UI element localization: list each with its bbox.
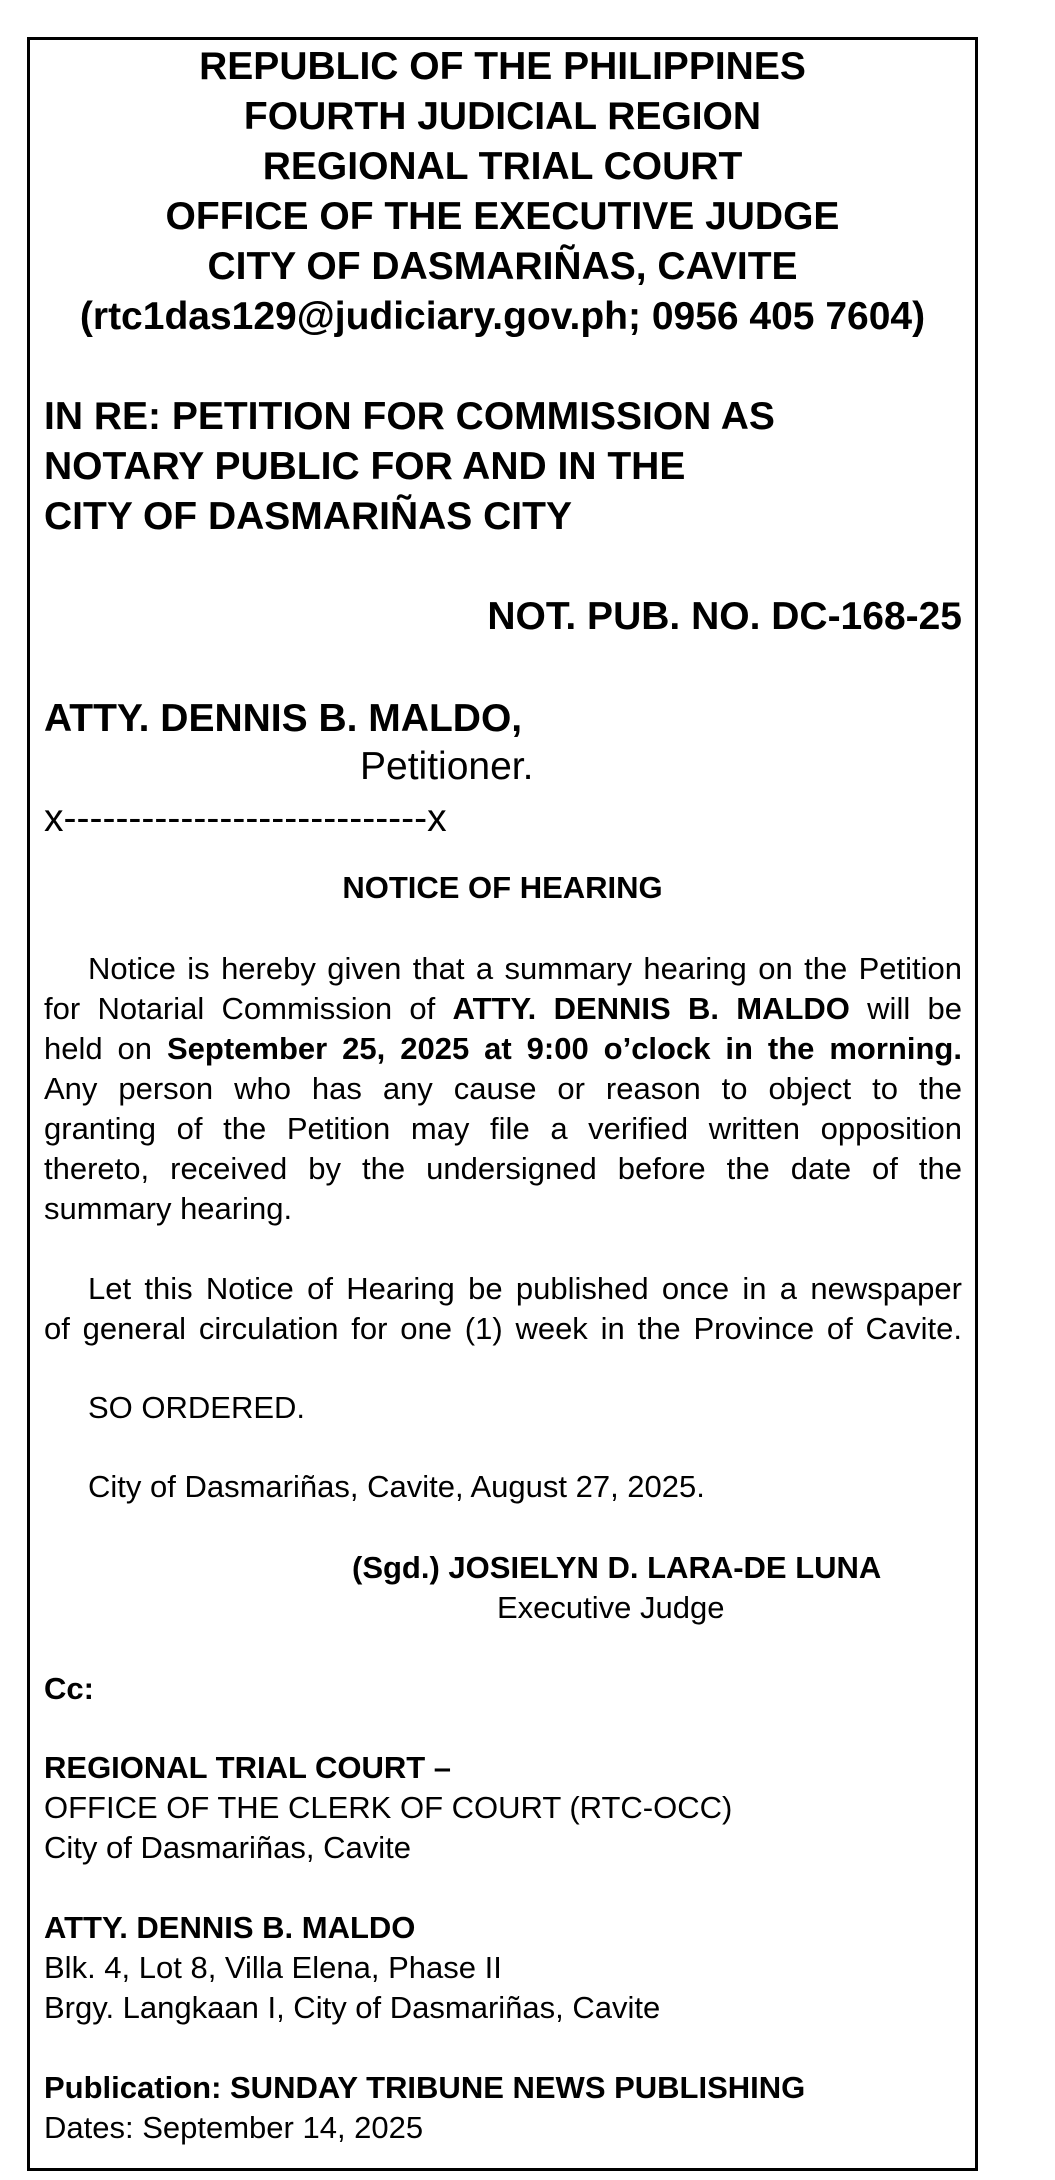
paragraph-line	[44, 989, 962, 1029]
recipient-address-line: Brgy. Langkaan I, City of Dasmariñas, Cavite	[44, 1990, 661, 2025]
petitioner-name-emphasis: ATTY. DENNIS B. MALDO	[452, 991, 850, 1026]
header-line-region: FOURTH JUDICIAL REGION	[243, 95, 762, 138]
cc-recipient	[44, 1908, 660, 2028]
publication-publisher: Publication: SUNDAY TRIBUNE NEWS PUBLISHING	[44, 2070, 806, 2105]
line-text: will be	[867, 991, 962, 1026]
case-title-line: NOTARY PUBLIC FOR AND IN THE	[44, 445, 686, 488]
header-line-republic: REPUBLIC OF THE PHILIPPINES	[199, 45, 806, 88]
line-text: held on	[44, 1031, 153, 1066]
paragraph-line: Any person who has any cause or reason to object to the	[44, 1071, 962, 1106]
paragraph-line: Notice is hereby given that a summary hearing on the Petition	[88, 951, 962, 986]
header-line-contact: (rtc1das129@judiciary.gov.ph; 0956 405 7604)	[79, 295, 926, 338]
caption-separator: x----------------------------x	[44, 797, 447, 840]
case-title	[44, 392, 775, 542]
place-and-date: City of Dasmariñas, Cavite, August 27, 2025.	[88, 1469, 705, 1504]
cc-recipient	[44, 1748, 732, 1868]
signatory-name: (Sgd.) JOSIELYN D. LARA-DE LUNA	[352, 1550, 882, 1585]
notice-heading: NOTICE OF HEARING	[342, 870, 663, 905]
paragraph-line	[44, 1029, 962, 1069]
paragraph-line: granting of the Petition may file a verified written opposition	[44, 1111, 962, 1146]
case-number: NOT. PUB. NO. DC-168-25	[487, 595, 962, 638]
recipient-name: ATTY. DENNIS B. MALDO	[44, 1910, 416, 1945]
line-text: for Notarial Commission of	[44, 991, 436, 1026]
header-line-court: REGIONAL TRIAL COURT	[262, 145, 743, 188]
publication-info	[44, 2068, 805, 2148]
case-title-line: CITY OF DASMARIÑAS CITY	[44, 495, 572, 538]
petitioner-name: ATTY. DENNIS B. MALDO,	[44, 697, 523, 740]
recipient-address-line: OFFICE OF THE CLERK OF COURT (RTC-OCC)	[44, 1790, 733, 1825]
recipient-name: REGIONAL TRIAL COURT –	[44, 1750, 452, 1785]
hearing-date-emphasis: September 25, 2025 at 9:00 o’clock in the morning.	[167, 1031, 962, 1066]
notice-paragraph-2	[44, 1269, 962, 1349]
notice-paragraph-1	[44, 949, 962, 1229]
publication-dates: Dates: September 14, 2025	[44, 2110, 424, 2145]
recipient-address-line: Blk. 4, Lot 8, Villa Elena, Phase II	[44, 1950, 502, 1985]
cc-label: Cc:	[44, 1671, 94, 1706]
petitioner-role: Petitioner.	[360, 745, 534, 788]
recipient-address-line: City of Dasmariñas, Cavite	[44, 1830, 411, 1865]
case-title-line: IN RE: PETITION FOR COMMISSION AS	[44, 395, 775, 438]
paragraph-line: Let this Notice of Hearing be published once in a newspaper	[88, 1271, 962, 1306]
signatory-title: Executive Judge	[497, 1590, 725, 1625]
so-ordered: SO ORDERED.	[88, 1390, 306, 1425]
court-header	[27, 42, 978, 342]
header-line-city: CITY OF DASMARIÑAS, CAVITE	[207, 245, 798, 288]
paragraph-line: of general circulation for one (1) week in the Province of Cavite.	[44, 1311, 962, 1346]
header-line-office: OFFICE OF THE EXECUTIVE JUDGE	[165, 195, 840, 238]
paragraph-line: thereto, received by the undersigned before the date of the	[44, 1151, 962, 1186]
paragraph-line: summary hearing.	[44, 1191, 293, 1226]
